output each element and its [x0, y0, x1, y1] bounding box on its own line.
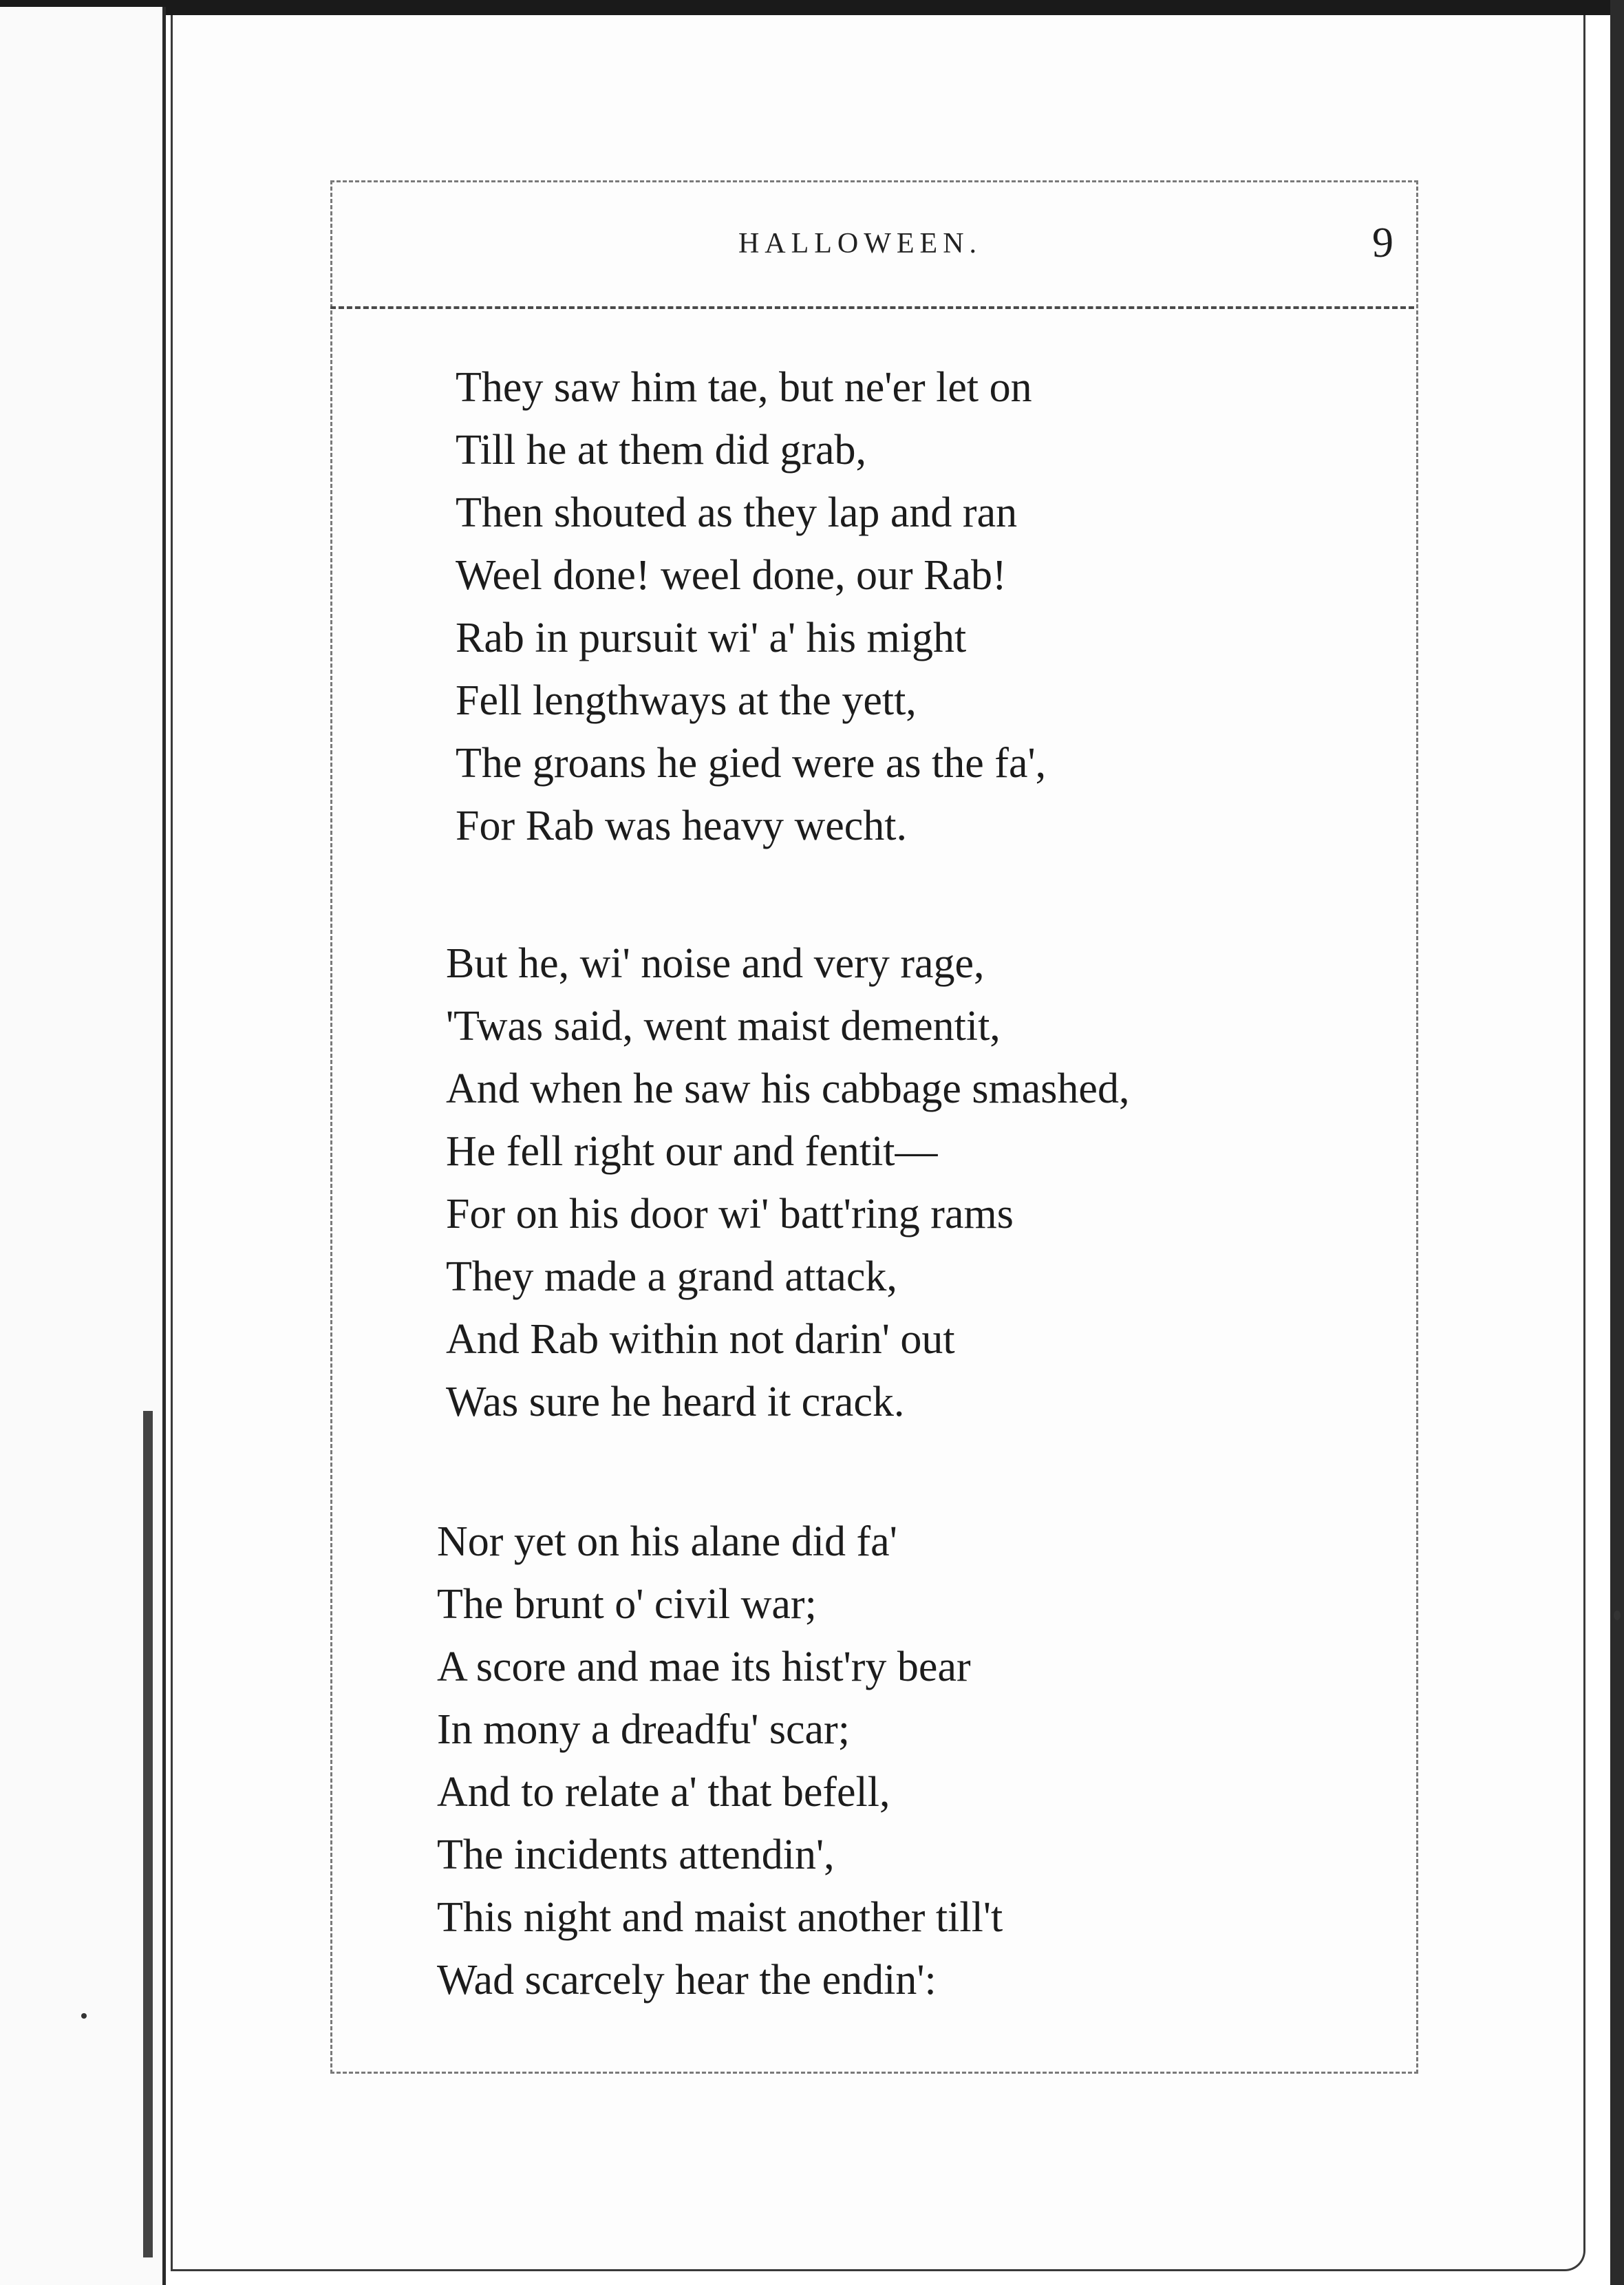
scan-right-edge — [1610, 0, 1624, 2285]
verse-line: 'Twas said, went maist dementit, — [446, 1003, 1001, 1050]
verse-line: He fell right our and fentit— — [446, 1128, 938, 1175]
verse-line: And Rab within not darin' out — [446, 1316, 955, 1363]
verse-line: Rab in pursuit wi' a' his might — [456, 615, 967, 661]
verse-line: Till he at them did grab, — [456, 427, 866, 474]
verse-line: But he, wi' noise and very rage, — [446, 940, 985, 987]
verse-line: Fell lengthways at the yett, — [456, 677, 917, 724]
header-rule — [330, 306, 1414, 309]
verse-line: In mony a dreadfu' scar; — [437, 1706, 850, 1753]
binding-shadow — [143, 1411, 153, 2257]
scan-speck — [1614, 1611, 1621, 1620]
running-title: HALLOWEEN. — [738, 228, 983, 259]
scan-top-edge — [0, 0, 1624, 15]
verse-line: For on his door wi' batt'ring rams — [446, 1191, 1014, 1237]
verse-line: And to relate a' that befell, — [437, 1769, 890, 1816]
verse-line: The incidents attendin', — [437, 1831, 835, 1878]
verse-line: Then shouted as they lap and ran — [456, 489, 1018, 536]
stanza — [456, 357, 1046, 858]
verse-line: Weel done! weel done, our Rab! — [456, 552, 1007, 599]
scan-speck — [81, 2013, 87, 2019]
stanza — [446, 933, 1129, 1434]
verse-line: Nor yet on his alane did fa' — [437, 1518, 897, 1565]
previous-page-edge — [0, 7, 166, 2285]
verse-line: The brunt o' civil war; — [437, 1581, 817, 1628]
verse-line: For Rab was heavy wecht. — [456, 803, 907, 849]
page-number: 9 — [1372, 220, 1393, 266]
verse-line: They saw him tae, but ne'er let on — [456, 364, 1032, 411]
verse-line: The groans he gied were as the fa', — [456, 740, 1047, 787]
verse-line: Was sure he heard it crack. — [446, 1379, 905, 1425]
verse-line: And when he saw his cabbage smashed, — [446, 1065, 1130, 1112]
verse-line: Wad scarcely hear the endin': — [437, 1957, 937, 2004]
verse-line: They made a grand attack, — [446, 1253, 897, 1300]
verse-line: A score and mae its hist'ry bear — [437, 1644, 971, 1690]
verse-line: This night and maist another till't — [437, 1894, 1003, 1941]
stanza — [437, 1511, 1003, 2012]
